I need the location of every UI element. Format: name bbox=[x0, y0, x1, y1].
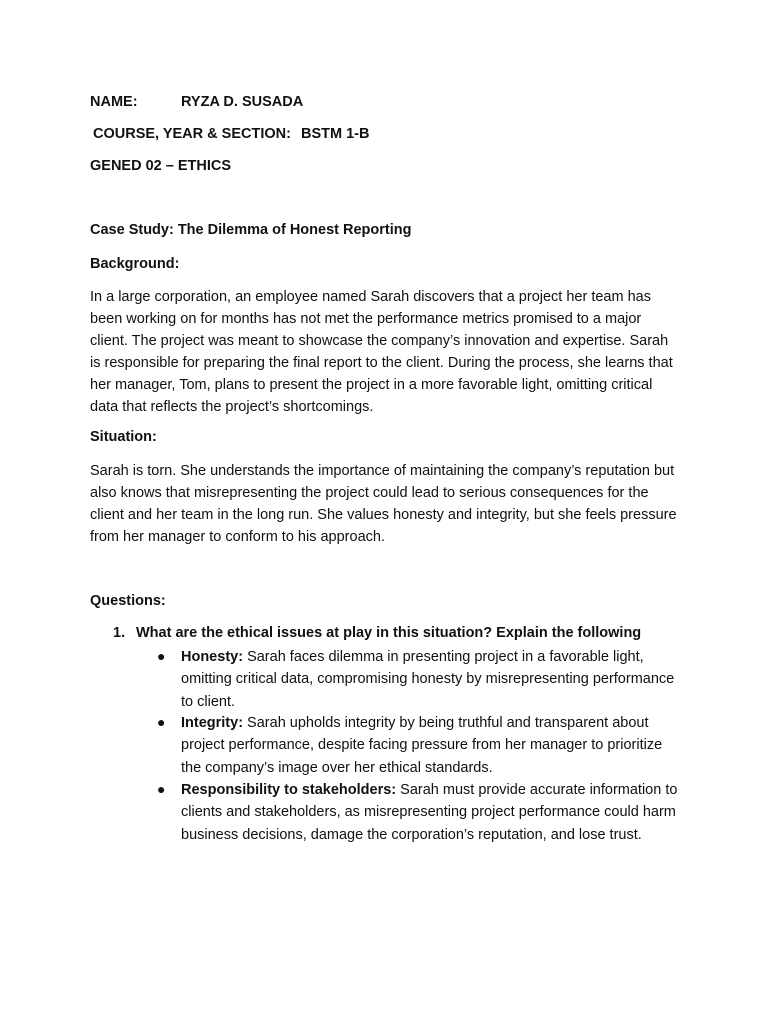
bullet-dot: ● bbox=[157, 714, 166, 730]
bullet-responsibility bbox=[181, 779, 686, 846]
subject-line: GENED 02 – ETHICS bbox=[90, 158, 232, 174]
bullet-term: Responsibility to stakeholders: bbox=[181, 782, 397, 798]
questions-heading: Questions: bbox=[90, 593, 166, 609]
background-paragraph: In a large corporation, an employee named Sarah discovers that a project her team has been working on for months has not met the performance metrics promised to a major client. The project was meant to showcase the company’s innovation and expertise. Sarah is responsible for preparing the final report to the client. During the process, she learns that her manager, Tom, plans to present the project in a more favorable light, omitting critical data that reflects the project’s shortcomings. bbox=[90, 289, 673, 415]
name-value: RYZA D. SUSADA bbox=[181, 94, 304, 110]
question-number: 1. bbox=[113, 625, 126, 641]
situation-heading: Situation: bbox=[90, 429, 157, 445]
course-value: BSTM 1-B bbox=[301, 126, 370, 142]
bullet-body: Sarah upholds integrity by being truthful and transparent about project performance, despite facing pressure from her manager to prioritize the company’s image over her ethical standards. bbox=[181, 715, 663, 776]
case-study-title: Case Study: The Dilemma of Honest Reporting bbox=[90, 222, 412, 238]
bullet-integrity bbox=[181, 712, 686, 779]
bullet-dot: ● bbox=[157, 781, 166, 797]
bullet-honesty bbox=[181, 646, 686, 713]
situation-paragraph: Sarah is torn. She understands the importance of maintaining the company’s reputation but also knows that misrepresenting the project could lead to serious consequences for the client and her team in the long run. She values honesty and integrity, but she feels pressure from her manager to conform to his approach. bbox=[90, 463, 677, 545]
bullet-body: Sarah faces dilemma in presenting project in a favorable light, omitting critical data, compromising honesty by misrepresenting performance to client. bbox=[181, 649, 675, 710]
course-label: COURSE, YEAR & SECTION: bbox=[93, 126, 291, 142]
bullet-dot: ● bbox=[157, 648, 166, 664]
background-heading: Background: bbox=[90, 256, 180, 272]
bullet-term: Honesty: bbox=[181, 649, 244, 665]
bullet-body: Sarah must provide accurate information to clients and stakeholders, as misrepresenting project performance could harm business decisions, damage the corporation’s reputation, and lose trust. bbox=[181, 782, 678, 843]
question-text: What are the ethical issues at play in this situation? Explain the following bbox=[136, 625, 642, 641]
name-label: NAME: bbox=[90, 94, 138, 110]
bullet-term: Integrity: bbox=[181, 715, 244, 731]
